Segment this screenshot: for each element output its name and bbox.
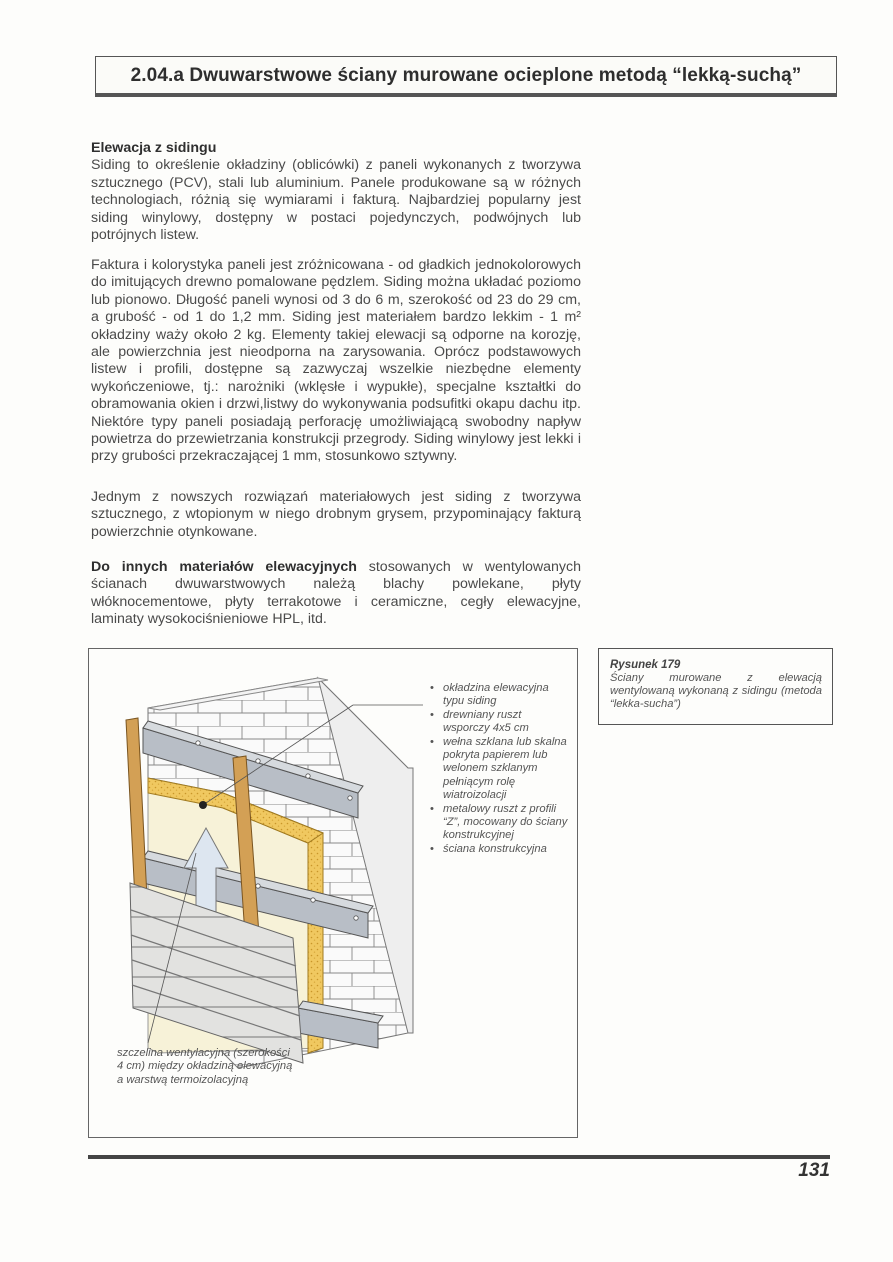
section-header bbox=[95, 56, 837, 94]
legend-item: • okładzina elewacyjna typu siding bbox=[430, 682, 570, 709]
paragraph-4-bold: Do innych materiałów elewacyjnych bbox=[91, 559, 357, 575]
page-number: 131 bbox=[798, 1160, 830, 1181]
paragraph-2 bbox=[91, 257, 581, 466]
paragraph-text-4 bbox=[91, 559, 581, 629]
legend-item: • ściana konstrukcyjna bbox=[430, 843, 570, 856]
caption-title: Rysunek 179 bbox=[610, 659, 681, 671]
ventilation-gap-label: szczelina wentylacyjna (szerokości 4 cm) między okładziną elewacyjną a warstwą termoizolacyjną bbox=[117, 1047, 293, 1086]
page-title: 2.04.a Dwuwarstwowe ściany murowane ocieplone metodą “lekką-suchą” bbox=[130, 65, 802, 86]
paragraph-4 bbox=[91, 559, 581, 629]
section-heading: Elewacja z sidingu bbox=[91, 140, 217, 156]
paragraph-1 bbox=[91, 140, 581, 244]
header-rule bbox=[95, 93, 837, 97]
figure-caption bbox=[598, 648, 833, 725]
legend-item: • wełna szklana lub skalna pokryta papierem lub welonem szklanym pełniącym rolę wiatroizolacji bbox=[430, 736, 570, 803]
paragraph-text-1: Siding to określenie okładziny (oblicówki) z paneli wykonanych z tworzywa sztucznego (PCV), stali lub aluminium. Panele produkowane są w różnych technologiach, różnią się wymiarami i fakturą. Najbardziej popularny jest siding winylowy, dostępny w postaci pojedynczych, podwójnych lub potrójnych listew. bbox=[91, 157, 581, 244]
legend-item: • drewniany ruszt wsporczy 4x5 cm bbox=[430, 709, 570, 736]
leader-dot bbox=[199, 801, 207, 809]
footer-rule bbox=[88, 1155, 830, 1159]
paragraph-3 bbox=[91, 489, 581, 541]
paragraph-text-3: Jednym z nowszych rozwiązań materiałowych jest siding z tworzywa sztucznego, z wtopionym w niego drobnym grysem, przypominający fakturą powierzchnie otynkowane. bbox=[91, 489, 581, 540]
paragraph-text-2: Faktura i kolorystyka paneli jest zróżnicowana - od gładkich jednokolorowych do imitujących drewno pomalowane pędzlem. Siding można układać poziomo lub pionowo. Długość paneli wynosi od 3 do 6 m, szerokość od 23 do 29 cm, a grubość - od 1 do 1,2 mm. Siding jest materiałem bardzo lekkim - 1 m² okładziny waży około 2 kg. Elementy takiej elewacji są odporne na korozję, ale powierzchnia jest nieodporna na zarysowania. Oprócz podstawowych listew i profili, dostępne są zazwyczaj wszelkie niezbędne elementy wykończeniowe, tj.: narożniki (wklęsłe i wypukłe), specjalne kształtki do obramowania okien i drzwi,listwy do wykonywania podsufitki okapu dachu itp. Niektóre typy paneli posiadają perforację umożliwiającą swobodny napływ powietrza do przewietrzania konstrukcji przegrody. Siding winylowy jest lekki i przy grubości przekraczającej 1 mm, stosunkowo sztywny. bbox=[91, 257, 581, 465]
legend-item: • metalowy ruszt z profili “Z”, mocowany do ściany konstrukcyjnej bbox=[430, 803, 570, 843]
paragraph-4-rest: stosowanych w wentylowanych ścianach dwuwarstwowych należą blachy powlekane, płyty włóknocementowe, płyty terrakotowe i ceramiczne, cegły elewacyjne, laminaty wysokociśnieniowe HPL, itd. bbox=[91, 559, 582, 628]
caption-text: Ściany murowane z elewacją wentylowaną wykonaną z sidingu (metoda “lekka-sucha”) bbox=[610, 672, 822, 710]
figure-legend bbox=[430, 682, 570, 856]
